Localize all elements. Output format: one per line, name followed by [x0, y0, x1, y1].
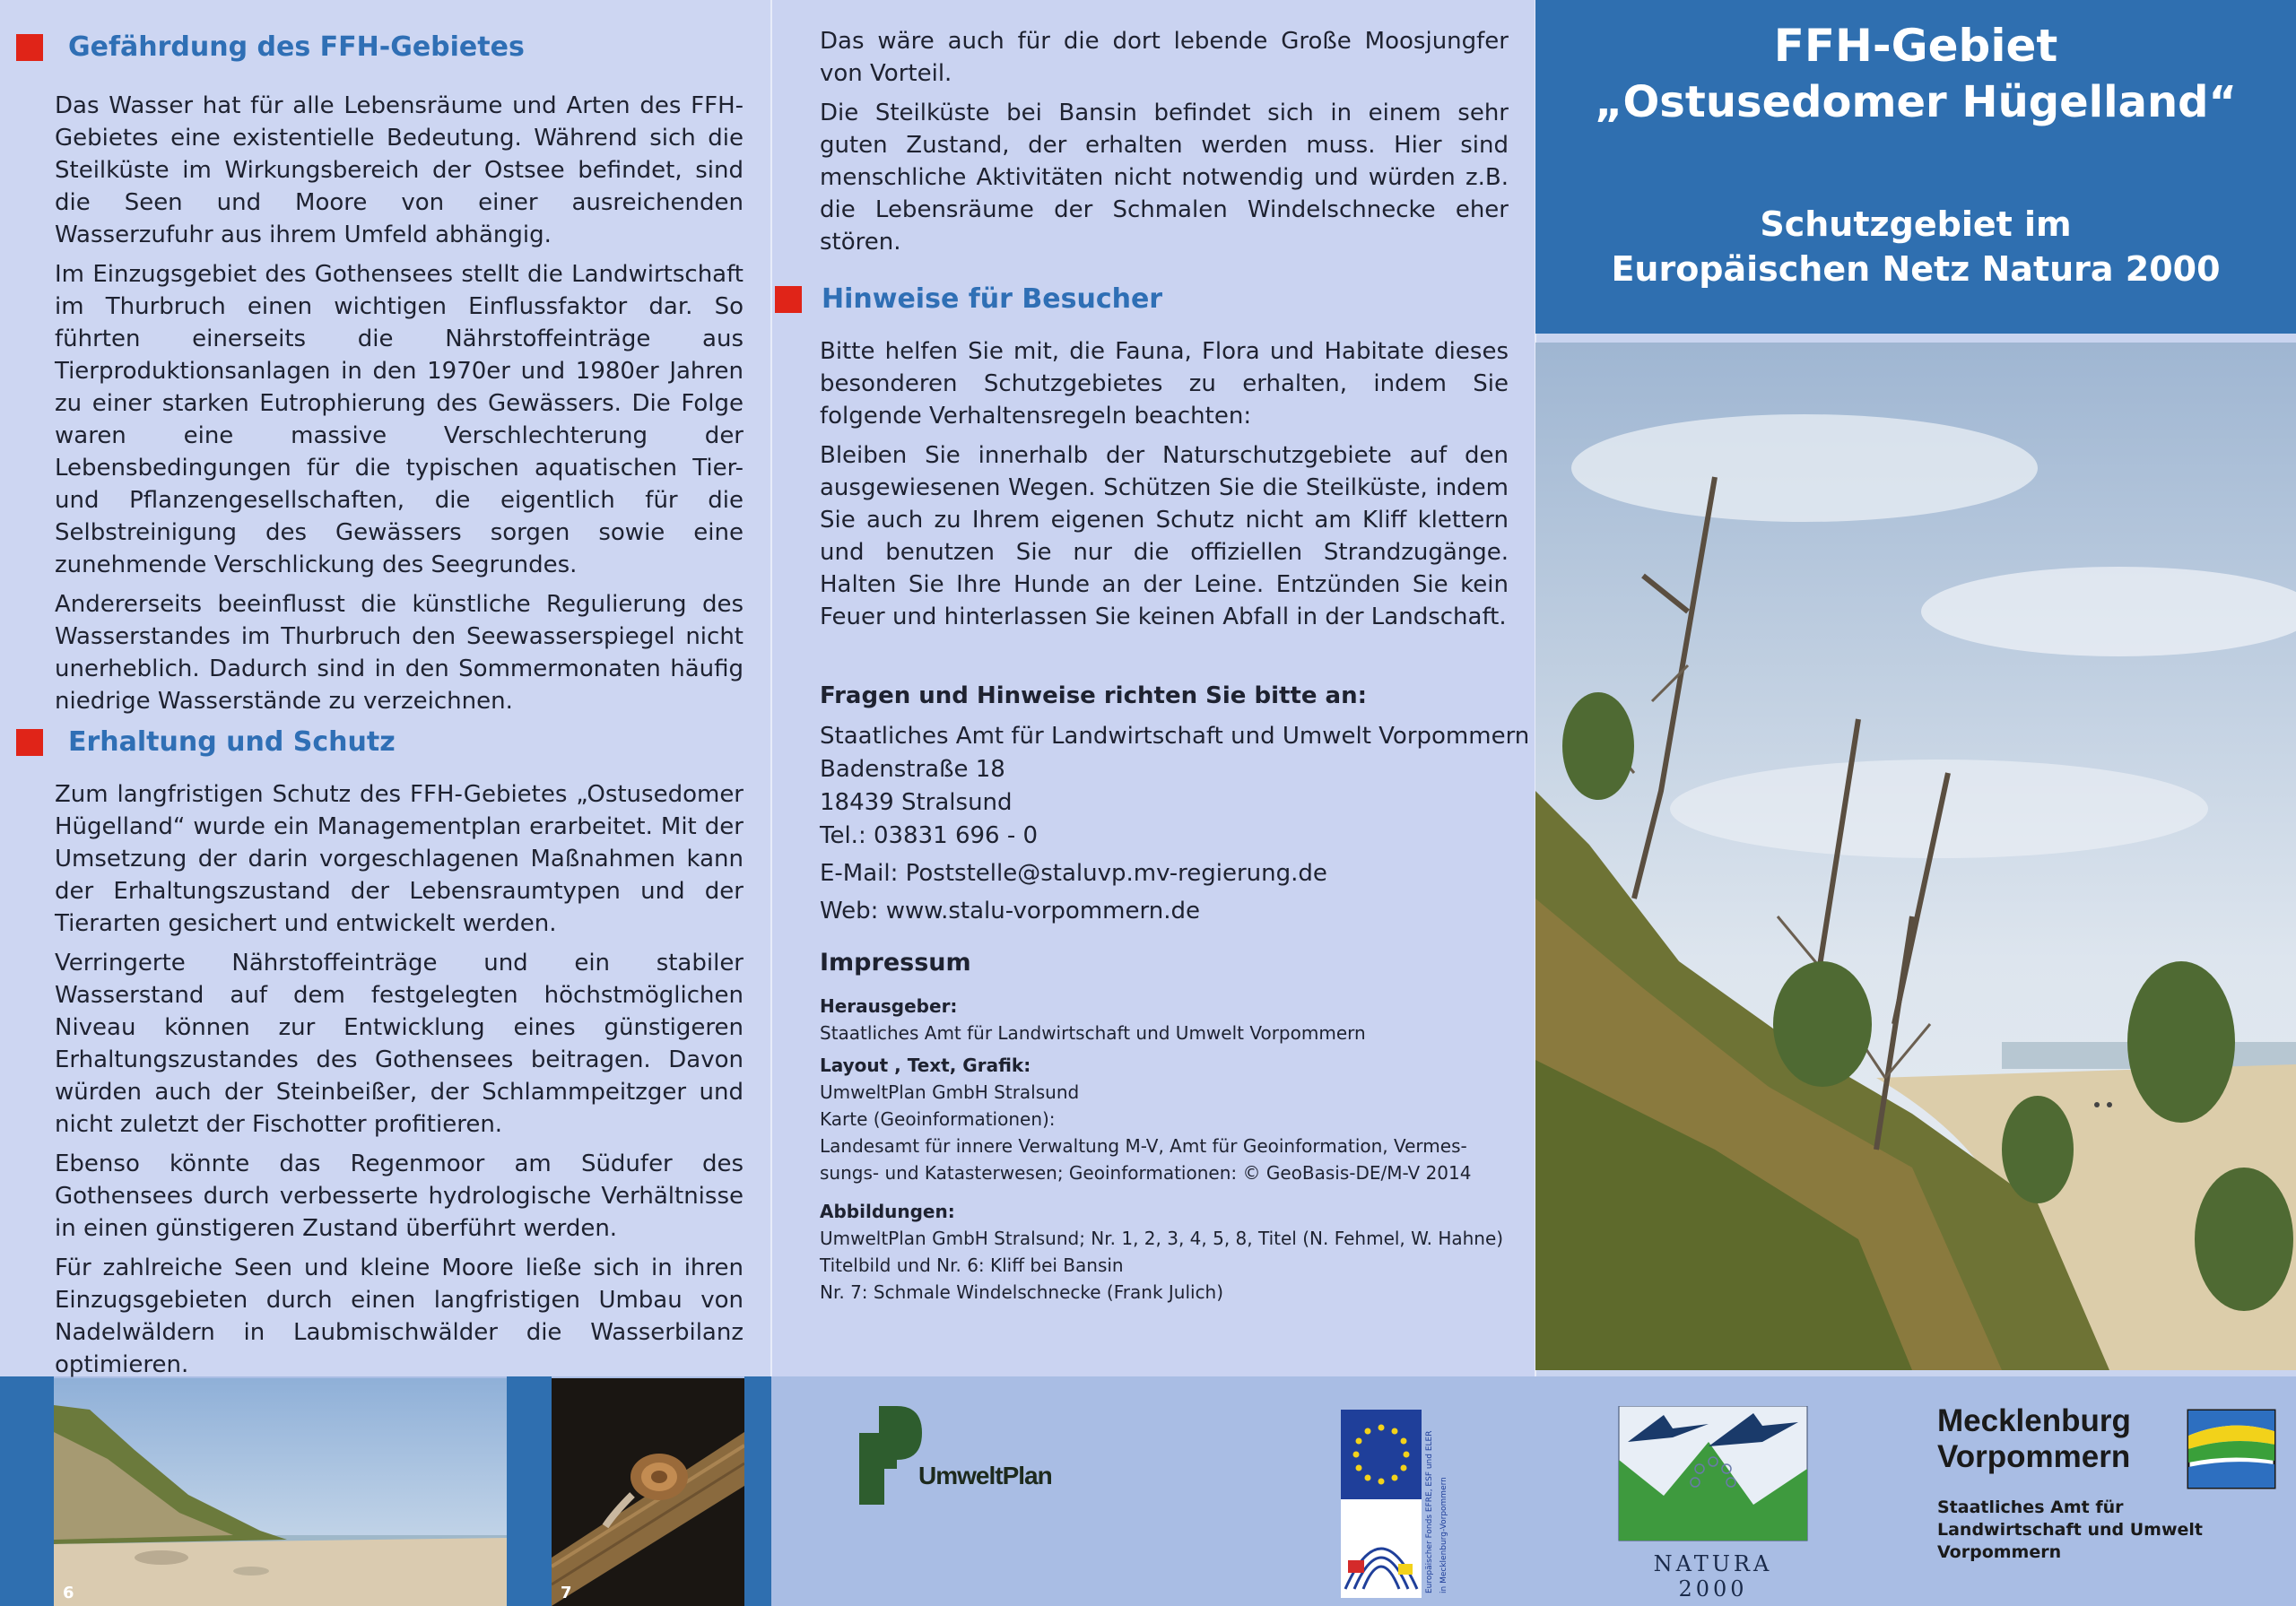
paragraph: Bleiben Sie innerhalb der Naturschutzgebiete auf den ausgewiesenen Wegen. Schützen Sie die Steilküste, indem Sie auch zu Ihrem eigenen Schutz nicht am Kliff klettern und benutzen Sie nur die offiziellen Strandzugänge. Halten Sie Ihre Hunde an der Leine. Entzünden Sie kein Feuer und hinterlassen Sie keinen Abfall in der Landschaft. [820, 442, 1509, 630]
section-title: Erhaltung und Schutz [68, 726, 396, 758]
natura-label: NATURA 2000 [1653, 1551, 1773, 1602]
title-line1: FFH-Gebiet [1773, 20, 2058, 72]
contact-org: Staatliches Amt für Landwirtschaft und Umwelt Vorpommern [820, 723, 1530, 750]
paragraph: Bitte helfen Sie mit, die Fauna, Flora und Habitate dieses besonderen Schutzgebietes zu erhalten, indem Sie folgende Verhaltensregeln beachten: [820, 338, 1509, 430]
umweltplan-label: UmweltPlan [918, 1462, 1052, 1489]
mv-sub-1: Staatliches Amt für [1937, 1497, 2124, 1517]
mv-title-1: Mecklenburg [1937, 1403, 2131, 1438]
paragraph: Das wäre auch für die dort lebende Große Moosjungfer von Vorteil. [820, 28, 1509, 87]
eu-flag-icon [1341, 1410, 1422, 1598]
red-marker-icon [775, 286, 802, 313]
imp-line: sungs- und Katasterwesen; Geoinformationen: © GeoBasis-DE/M-V 2014 [820, 1162, 1472, 1184]
paragraph: Andererseits beeinflusst die künstliche Regulierung des Wasserstandes im Thurbruch den Seewasserspiegel nicht unerheblich. Dadurch sind in den Sommermonaten häufig niedrige Wasserstände zu verzeichnen. [55, 591, 744, 715]
paragraph: Das Wasser hat für alle Lebensräume und Arten des FFH-Gebietes eine existentielle Bedeutung. Während sich die Steilküste im Wirkungsbereich der Ostsee befindet, sind die Seen und Moore von einer ausreichenden Wasserzufuhr aus ihrem Umfeld abhängig. [55, 92, 744, 248]
photo-number: 6 [63, 1584, 74, 1602]
paragraph: Die Steilküste bei Bansin befindet sich in einem sehr guten Zustand, der erhalten werden muss. Hier sind menschliche Aktivitäten nicht notwendig und würden z.B. die Lebensräume der Schmalen Windelschnecke eher stören. [820, 100, 1509, 256]
mv-emblem-icon [2187, 1409, 2276, 1489]
eu-fund-text: Europäischer Fonds EFRE, ESF und ELER [1425, 1430, 1434, 1593]
mv-sub-3: Vorpommern [1937, 1542, 2062, 1562]
red-marker-icon [16, 34, 43, 61]
contact-city: 18439 Stralsund [820, 789, 1013, 816]
imp-line: UmweltPlan GmbH Stralsund [820, 1081, 1080, 1103]
paragraph: Verringerte Nährstoffeinträge und ein stabiler Wasserstand auf dem festgelegten höchstmöglichen Niveau können zur Entwicklung eines günstigeren Erhaltungszustandes des Gothensees beitragen. Davon würden auch der Steinbeißer, der Schlammpeitzger und nicht zuletzt der Fischotter profitieren. [55, 950, 744, 1138]
imp-line: Titelbild und Nr. 6: Kliff bei Bansin [820, 1254, 1124, 1276]
imp-line: Nr. 7: Schmale Windelschnecke (Frank Julich) [820, 1281, 1224, 1303]
section-heading-besucher [775, 283, 1162, 315]
intro-text [820, 25, 1509, 265]
imp-line: Karte (Geoinformationen): [820, 1108, 1056, 1130]
eu-fund-text-2: in Mecklenburg-Vorpommern [1439, 1477, 1448, 1593]
mv-logo [1937, 1403, 2287, 1583]
fold-line-1 [770, 0, 772, 1606]
section-text-besucher [820, 335, 1509, 640]
imp-herausgeber: Staatliches Amt für Landwirtschaft und Umwelt Vorpommern [820, 1022, 1366, 1044]
eu-fund-logo [1341, 1410, 1457, 1598]
imp-layout-label: Layout , Text, Grafik: [820, 1055, 1031, 1076]
section-text-erhaltung [55, 778, 744, 1388]
section-title: Hinweise für Besucher [822, 283, 1163, 315]
section-heading-erhaltung [16, 726, 396, 758]
umweltplan-mark-icon [859, 1406, 922, 1514]
imp-line: UmweltPlan GmbH Stralsund; Nr. 1, 2, 3, 4, 5, 8, Titel (N. Fehmel, W. Hahne) [820, 1228, 1504, 1249]
imp-line: Landesamt für innere Verwaltung M-V, Amt für Geoinformation, Vermes- [820, 1135, 1467, 1157]
paragraph: Im Einzugsgebiet des Gothensees stellt die Landwirtschaft im Thurbruch einen wichtigen Einflussfaktor dar. So führten einerseits die Nährstoffeinträge aus Tierproduktionsanlagen in den 1970er und 1980er Jahren zu einer starken Eutrophierung des Gewässers. Die Folge waren eine massive Verschlechterung der Lebensbedingungen für die typischen aquatischen Tier- und Pflanzengesellschaften, die eigentlich für die Selbstreinigung des Gewässers sorgen sowie eine zunehmende Verschlickung des Seegrundes. [55, 261, 744, 578]
contact-web[interactable]: Web: www.stalu-vorpommern.de [820, 898, 1200, 925]
photo-snail [552, 1378, 744, 1606]
subtitle-line1: Schutzgebiet im [1760, 204, 2072, 244]
cover-photo-cliff [1535, 343, 2296, 1370]
natura-bird-icon [1610, 1406, 1816, 1550]
imp-herausgeber-label: Herausgeber: [820, 995, 958, 1017]
photo-number: 7 [561, 1584, 572, 1602]
contact-email[interactable]: E-Mail: Poststelle@staluvp.mv-regierung.de [820, 860, 1327, 887]
section-title: Gefährdung des FFH-Gebietes [68, 31, 525, 63]
photo-cliff-beach [54, 1378, 507, 1606]
contact-street: Badenstraße 18 [820, 756, 1005, 783]
imp-abb-label: Abbildungen: [820, 1201, 955, 1222]
paragraph: Für zahlreiche Seen und kleine Moore ließe sich in ihren Einzugsgebieten durch einen langfristigen Umbau von Nadelwäldern in Laubmischwälder die Wasserbilanz optimieren. [55, 1254, 744, 1378]
impressum-heading: Impressum [820, 949, 971, 977]
section-heading-gefaehrdung [16, 31, 525, 63]
subtitle-line2: Europäischen Netz Natura 2000 [1611, 249, 2221, 289]
red-marker-icon [16, 729, 43, 756]
contact-heading: Fragen und Hinweise richten Sie bitte an: [820, 682, 1367, 709]
paragraph: Zum langfristigen Schutz des FFH-Gebietes „Ostusedomer Hügelland“ wurde ein Managementplan erarbeitet. Mit der Umsetzung der darin vorgeschlagenen Maßnahmen kann der Erhaltungszustand der Lebensraumtypen und der Tierarten gesichert und entwickelt werden. [55, 781, 744, 937]
natura2000-logo [1610, 1406, 1816, 1602]
mv-sub-2: Landwirtschaft und Umwelt [1937, 1520, 2203, 1540]
section-text-gefaehrdung [55, 90, 744, 725]
title-box [1535, 0, 2296, 334]
contact-phone: Tel.: 03831 696 - 0 [820, 822, 1039, 849]
paragraph: Ebenso könnte das Regenmoor am Südufer des Gothensees durch verbesserte hydrologische Verhältnisse in einen günstigeren Zustand überführt werden. [55, 1150, 744, 1242]
umweltplan-logo [859, 1406, 1052, 1514]
title-line2: „Ostusedomer Hügelland“ [1594, 77, 2238, 127]
mv-title-2: Vorpommern [1937, 1439, 2131, 1474]
